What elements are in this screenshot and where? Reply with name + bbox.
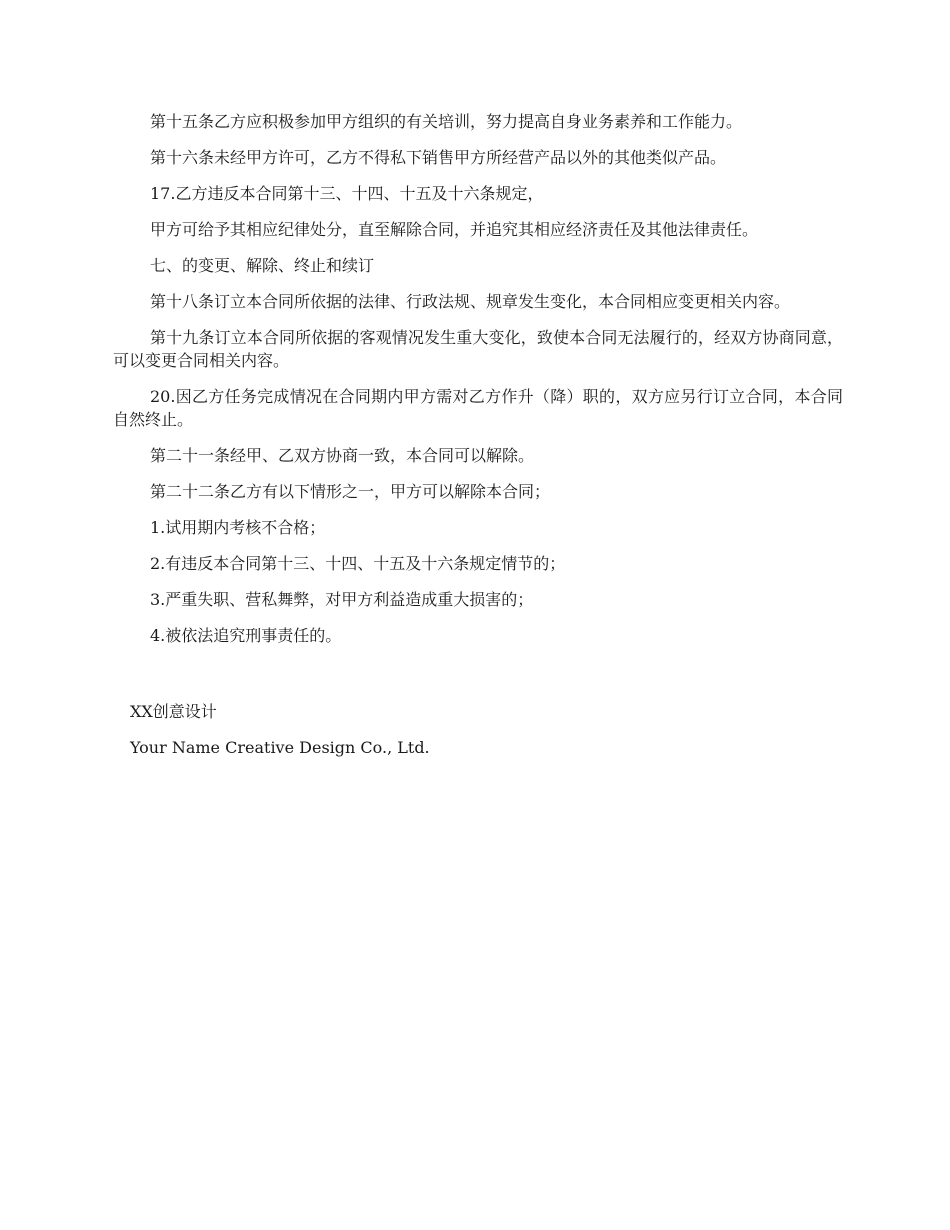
- paragraph-article-20: 20.因乙方任务完成情况在合同期内甲方需对乙方作升（降）职的，双方应另行订立合同，本合同自然终止。: [113, 387, 843, 429]
- document-body: [113, 110, 843, 660]
- company-footer: [130, 700, 830, 772]
- list-item-3: 3.严重失职、营私舞弊，对甲方利益造成重大损害的；: [150, 590, 534, 609]
- company-name-cn: XX创意设计: [130, 702, 217, 721]
- company-name-en: Your Name Creative Design Co., Ltd.: [130, 738, 430, 757]
- paragraph-article-22: 第二十二条乙方有以下情形之一，甲方可以解除本合同；: [150, 482, 551, 501]
- list-item-2: 2.有违反本合同第十三、十四、十五及十六条规定情节的；: [150, 554, 566, 573]
- paragraph-article-16: 第十六条未经甲方许可，乙方不得私下销售甲方所经营产品以外的其他类似产品。: [150, 148, 727, 167]
- list-item-1: 1.试用期内考核不合格；: [150, 518, 326, 537]
- list-item-4: 4.被依法追究刑事责任的。: [150, 626, 342, 645]
- section-heading-7: 七、的变更、解除、终止和续订: [150, 256, 375, 275]
- paragraph-article-17: 17.乙方违反本合同第十三、十四、十五及十六条规定，: [150, 184, 544, 203]
- paragraph-article-17-continued: 甲方可给予其相应纪律处分，直至解除合同，并追究其相应经济责任及其他法律责任。: [150, 220, 759, 239]
- paragraph-article-21: 第二十一条经甲、乙双方协商一致，本合同可以解除。: [150, 446, 535, 465]
- paragraph-article-15: 第十五条乙方应积极参加甲方组织的有关培训，努力提高自身业务素养和工作能力。: [150, 112, 743, 131]
- paragraph-article-18: 第十八条订立本合同所依据的法律、行政法规、规章发生变化，本合同相应变更相关内容。: [150, 292, 791, 311]
- paragraph-article-19: 第十九条订立本合同所依据的客观情况发生重大变化，致使本合同无法履行的，经双方协商同意，可以变更合同相关内容。: [113, 328, 843, 370]
